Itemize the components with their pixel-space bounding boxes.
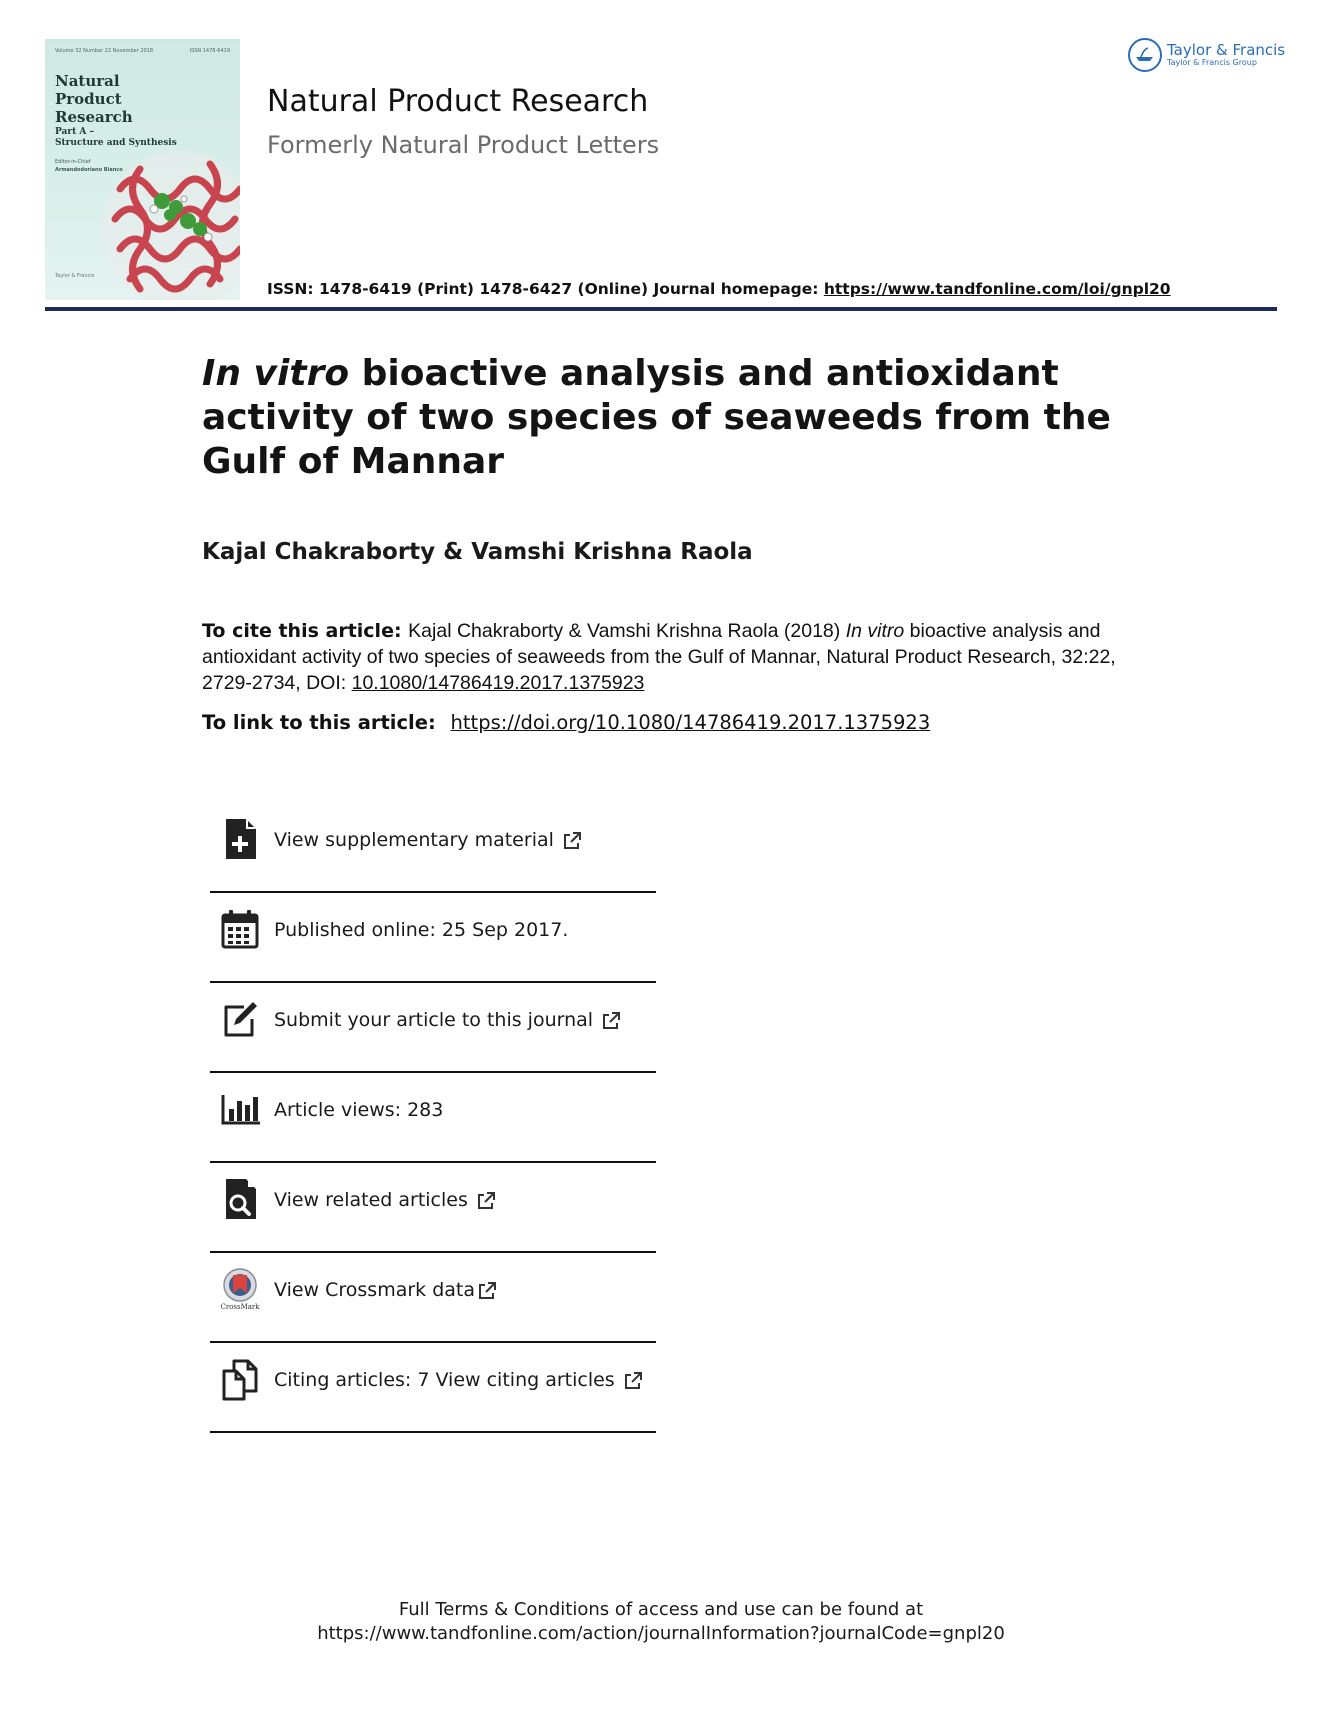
issn-line — [267, 280, 1171, 298]
action-view-supplementary[interactable] — [210, 803, 656, 893]
cover-part: Part A – Structure and Synthesis — [55, 127, 177, 148]
search-document-icon — [220, 1177, 260, 1221]
external-link-icon — [477, 1281, 497, 1301]
article-title-italic: In vitro — [202, 353, 350, 394]
citing-articles-icon — [220, 1357, 260, 1401]
article-link-line — [202, 711, 930, 734]
crossmark-icon — [220, 1267, 260, 1311]
citation-block — [202, 618, 1132, 696]
crossmark-caption: CrossMark — [220, 1303, 260, 1311]
publisher-name: Taylor & Francis — [1167, 41, 1286, 59]
bar-chart-icon — [220, 1087, 260, 1131]
edit-icon — [220, 997, 260, 1041]
article-doi-url-link[interactable]: https://doi.org/10.1080/14786419.2017.1375923 — [450, 711, 931, 734]
article-title-rest: bioactive analysis and antioxidant activity of two species of seaweeds from the Gulf of Mannar — [202, 353, 1111, 482]
article-actions-list — [210, 803, 656, 1433]
journal-subtitle: Formerly Natural Product Letters — [267, 131, 660, 159]
journal-homepage-link[interactable]: https://www.tandfonline.com/loi/gnpl20 — [823, 280, 1171, 298]
supplementary-icon — [220, 817, 260, 861]
action-submit-article[interactable] — [210, 983, 656, 1073]
external-link-icon — [601, 1011, 621, 1031]
terms-footer — [0, 1598, 1322, 1646]
action-label: View supplementary material — [274, 829, 554, 851]
citation-label: To cite this article: — [202, 620, 409, 642]
external-link-icon — [476, 1191, 496, 1211]
action-label: View Crossmark data — [274, 1279, 476, 1301]
cover-editor-label: Editor-in-Chief — [55, 159, 91, 165]
taylor-francis-lamp-icon — [1128, 38, 1162, 72]
action-view-crossmark[interactable] — [210, 1253, 656, 1343]
cover-issue-info: Volume 32 Number 22 November 2018 — [55, 48, 154, 54]
article-authors: Kajal Chakraborty & Vamshi Krishna Raola — [202, 539, 753, 565]
article-link-label: To link to this article: — [202, 711, 443, 734]
citation-text-italic: In vitro — [845, 620, 905, 642]
action-article-views — [210, 1073, 656, 1163]
taylor-francis-logo[interactable] — [1128, 38, 1285, 72]
action-label: View related articles — [274, 1189, 468, 1211]
action-label: Citing articles: 7 View citing articles — [274, 1369, 615, 1391]
publisher-group: Taylor & Francis Group — [1167, 58, 1257, 67]
protein-structure-illustration — [100, 149, 240, 300]
citation-text-after: bioactive analysis and antioxidant activity of two species of seaweeds from the Gulf of Mannar, Natural Product Research, 32:22, 2729-2734, DOI: — [202, 620, 1116, 694]
journal-cover-image — [45, 39, 240, 300]
citation-doi-link[interactable]: 10.1080/14786419.2017.1375923 — [351, 672, 645, 694]
calendar-icon — [220, 907, 260, 951]
cover-publisher: Taylor & Francis — [55, 273, 95, 279]
cover-title: Natural Product Research — [55, 72, 133, 126]
terms-text: Full Terms & Conditions of access and use can be found at — [398, 1599, 924, 1620]
cover-issn: ISSN 1478-6419 — [189, 48, 230, 54]
action-view-related[interactable] — [210, 1163, 656, 1253]
action-label: Published online: 25 Sep 2017. — [274, 919, 569, 941]
terms-url[interactable]: https://www.tandfonline.com/action/journalInformation?journalCode=gnpl20 — [317, 1623, 1005, 1644]
action-published-online — [210, 893, 656, 983]
header-divider — [45, 307, 1277, 311]
action-citing-articles[interactable] — [210, 1343, 656, 1433]
cover-editor-name: Armandodoriano Bianco — [55, 167, 123, 173]
external-link-icon — [623, 1371, 643, 1391]
action-label: Article views: 283 — [274, 1099, 444, 1121]
issn-text: ISSN: 1478-6419 (Print) 1478-6427 (Online) Journal homepage: — [267, 280, 824, 298]
external-link-icon — [562, 831, 582, 851]
citation-text-before: Kajal Chakraborty & Vamshi Krishna Raola (2018) — [408, 620, 846, 642]
action-label: Submit your article to this journal — [274, 1009, 594, 1031]
article-title — [202, 352, 1122, 484]
journal-title: Natural Product Research — [267, 84, 649, 119]
